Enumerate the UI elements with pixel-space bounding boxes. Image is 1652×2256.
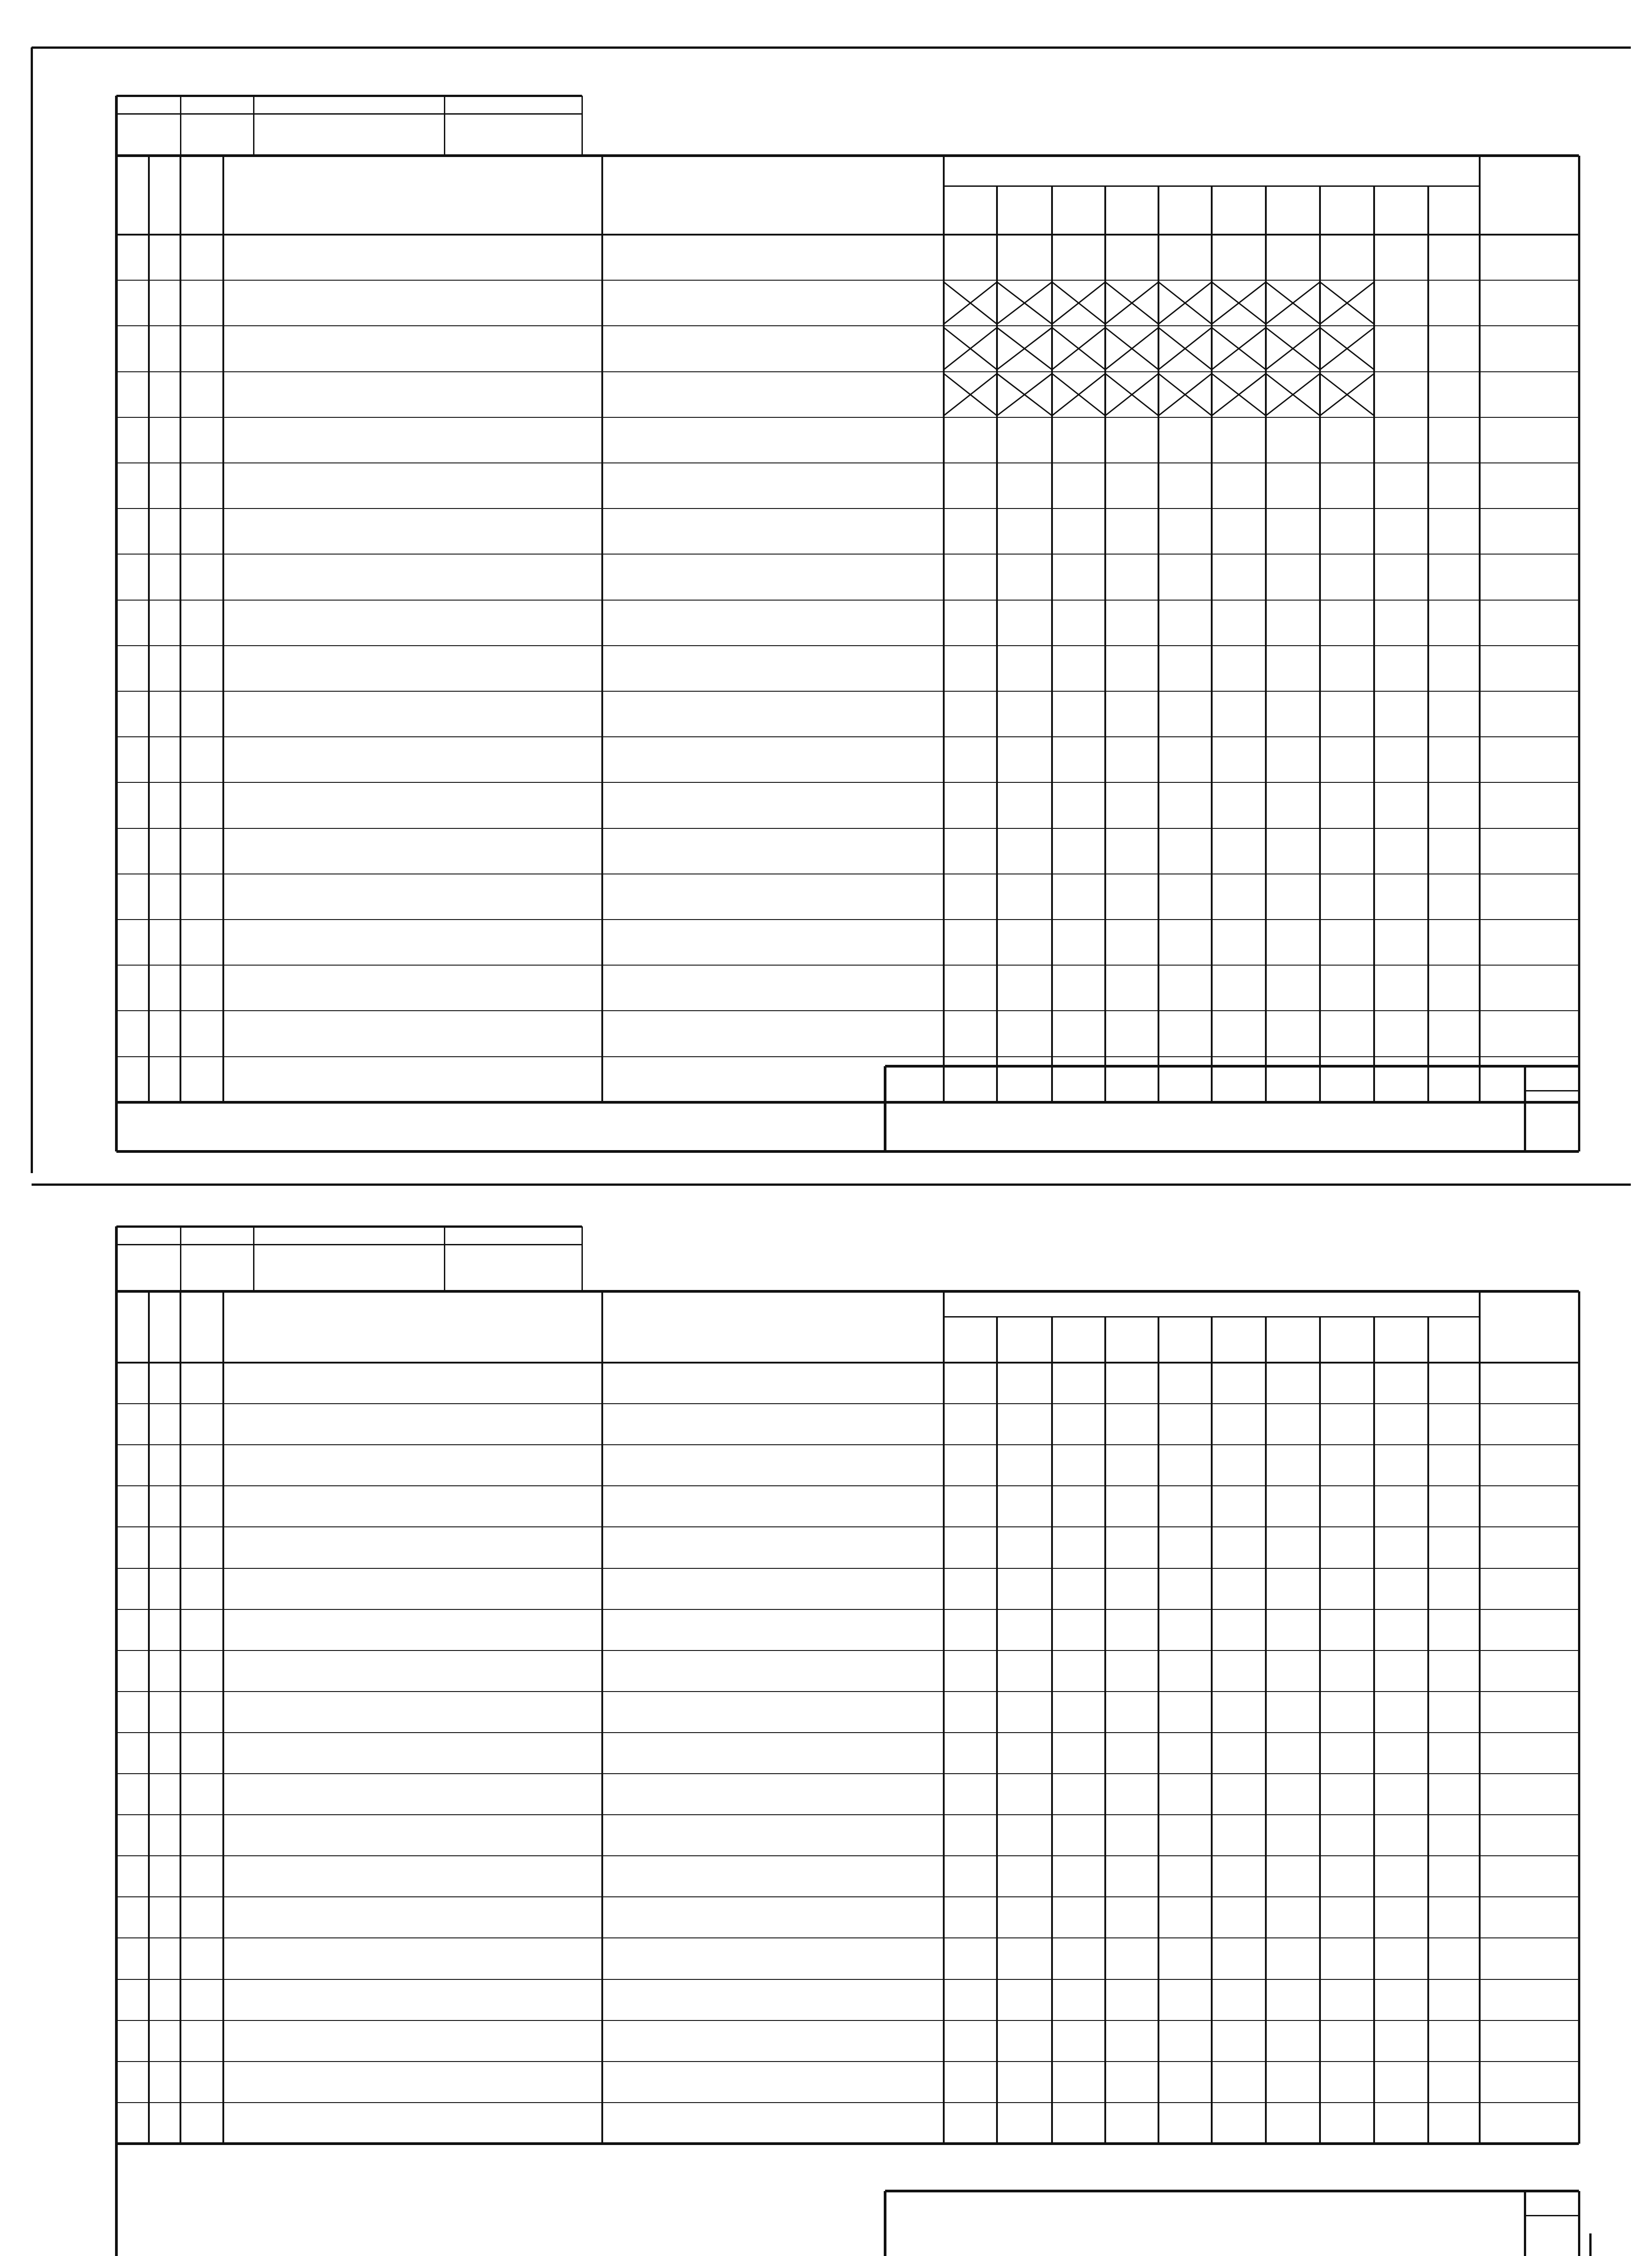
- sheet1-sheet-box-left: [1524, 1066, 1526, 1151]
- sheet1-col-note: [1479, 156, 1481, 1102]
- sheet1-stamp-top: [116, 95, 582, 97]
- sheet1-row-crossed-cells: [944, 372, 1428, 417]
- sheet1-stamp-mid: [116, 113, 582, 115]
- sheet2-stamp-divider-3: [581, 1226, 583, 1291]
- sheet1-sheet-box-split: [1525, 1090, 1579, 1091]
- sheet2-title-block-left: [884, 2191, 886, 2256]
- sheet1-row-line: [116, 600, 1579, 601]
- sheet1-row-line: [116, 508, 1579, 509]
- sheet2-sheet-box-right: [1578, 2191, 1580, 2256]
- sheet2-row-line: [116, 1896, 1579, 1897]
- sheet1-row-line: [116, 782, 1579, 783]
- sheet1-stamp-divider-0: [180, 96, 181, 156]
- outer-frame-top: [32, 46, 1631, 49]
- sheet1-row-line: [116, 462, 1579, 463]
- sheet2-sheet-box-split: [1525, 2215, 1579, 2216]
- sheet2-stamp-divider-2: [444, 1226, 445, 1291]
- sheet2-col-qty-0: [943, 1291, 945, 2144]
- sheet2-title-frame-left: [115, 2144, 118, 2256]
- sheet2-col-format: [148, 1291, 150, 2144]
- sheet2-row-line: [116, 1568, 1579, 1569]
- sheet1-row-crossed-cells: [944, 280, 1428, 326]
- sheet1-row-line: [116, 1010, 1579, 1011]
- sheet1-stamp-divider-1: [253, 96, 254, 156]
- sheet2-header-bottom: [116, 1362, 1579, 1364]
- sheet1-row-line: [116, 828, 1579, 829]
- sheet2-stamp-mid: [116, 1244, 582, 1245]
- sheet2-table-top: [116, 1290, 1579, 1293]
- sheet2-row-line: [116, 2020, 1579, 2021]
- sheet1-col-designation: [601, 156, 603, 1102]
- sheet2-stamp-top: [116, 1225, 582, 1228]
- sheet2-stamp-divider-0: [180, 1226, 181, 1291]
- sheet2-row-line: [116, 1732, 1579, 1733]
- sheet2-title-block-top: [885, 2190, 1579, 2192]
- sheet1-row-line: [116, 554, 1579, 555]
- sheet1-title-block-left: [884, 1066, 886, 1151]
- sheet1-title-frame-bottom-left: [116, 1150, 885, 1153]
- sheet2-row-line: [116, 1691, 1579, 1692]
- sheet2-row-line: [116, 1855, 1579, 1856]
- sheet1-stamp-divider-2: [444, 96, 445, 156]
- sheet1-row-crossed-cells: [944, 326, 1428, 371]
- sheet2-row-line: [116, 2102, 1579, 2103]
- sheet1-table-bottom: [116, 1101, 1579, 1104]
- sheet-separator: [32, 1183, 1631, 1186]
- sheet2-row-line: [116, 1609, 1579, 1610]
- sheet1-frame-right: [1578, 156, 1580, 1102]
- sheet2-col-note: [1479, 1291, 1481, 2144]
- sheet1-table-top: [116, 154, 1579, 157]
- sheet1-row-line: [116, 1056, 1579, 1057]
- sheet1-title-block-bottom: [885, 1150, 1579, 1153]
- sheet2-col-zone: [180, 1291, 181, 2144]
- sheet1-col-format: [148, 156, 150, 1102]
- sheet1-row-line: [116, 736, 1579, 737]
- sheet1-row-line: [116, 965, 1579, 966]
- outer-frame-left: [31, 47, 33, 1173]
- sheet1-sheet-box-right: [1578, 1066, 1580, 1151]
- sheet1-row-line: [116, 645, 1579, 646]
- sheet2-frame-left: [115, 1226, 118, 2144]
- sheet2-row-line: [116, 1526, 1579, 1527]
- sheet2-row-line: [116, 1773, 1579, 1774]
- sheet1-stamp-divider-3: [581, 96, 583, 156]
- sheet2-row-line: [116, 1937, 1579, 1938]
- sheet2-row-line: [116, 1814, 1579, 1815]
- sheet2-row-line: [116, 1403, 1579, 1404]
- sheet2-col-designation: [601, 1291, 603, 2144]
- sheet2-row-line: [116, 1444, 1579, 1445]
- sheet1-row-line: [116, 691, 1579, 692]
- sheet1-header-bottom: [116, 234, 1579, 236]
- sheet1-row-line: [116, 919, 1579, 920]
- sheet2-frame-right: [1578, 1291, 1580, 2144]
- sheet2-row-line: [116, 1650, 1579, 1651]
- sheet2-stamp-divider-1: [253, 1226, 254, 1291]
- sheet2-row-line: [116, 2061, 1579, 2062]
- sheet2-row-line: [116, 1979, 1579, 1980]
- sheet1-col-pos: [222, 156, 224, 1102]
- sheet1-title-frame-left: [115, 1102, 118, 1151]
- sheet1-col-zone: [180, 156, 181, 1102]
- sheet1-title-block-top: [885, 1065, 1579, 1068]
- sheet2-sheet-box-left: [1524, 2191, 1526, 2256]
- sheet2-col-pos: [222, 1291, 224, 2144]
- corner-frame-right: [1589, 2233, 1592, 2256]
- sheet2-row-line: [116, 1485, 1579, 1486]
- sheet1-frame-left: [115, 96, 118, 1102]
- sheet2-table-bottom: [116, 2142, 1579, 2145]
